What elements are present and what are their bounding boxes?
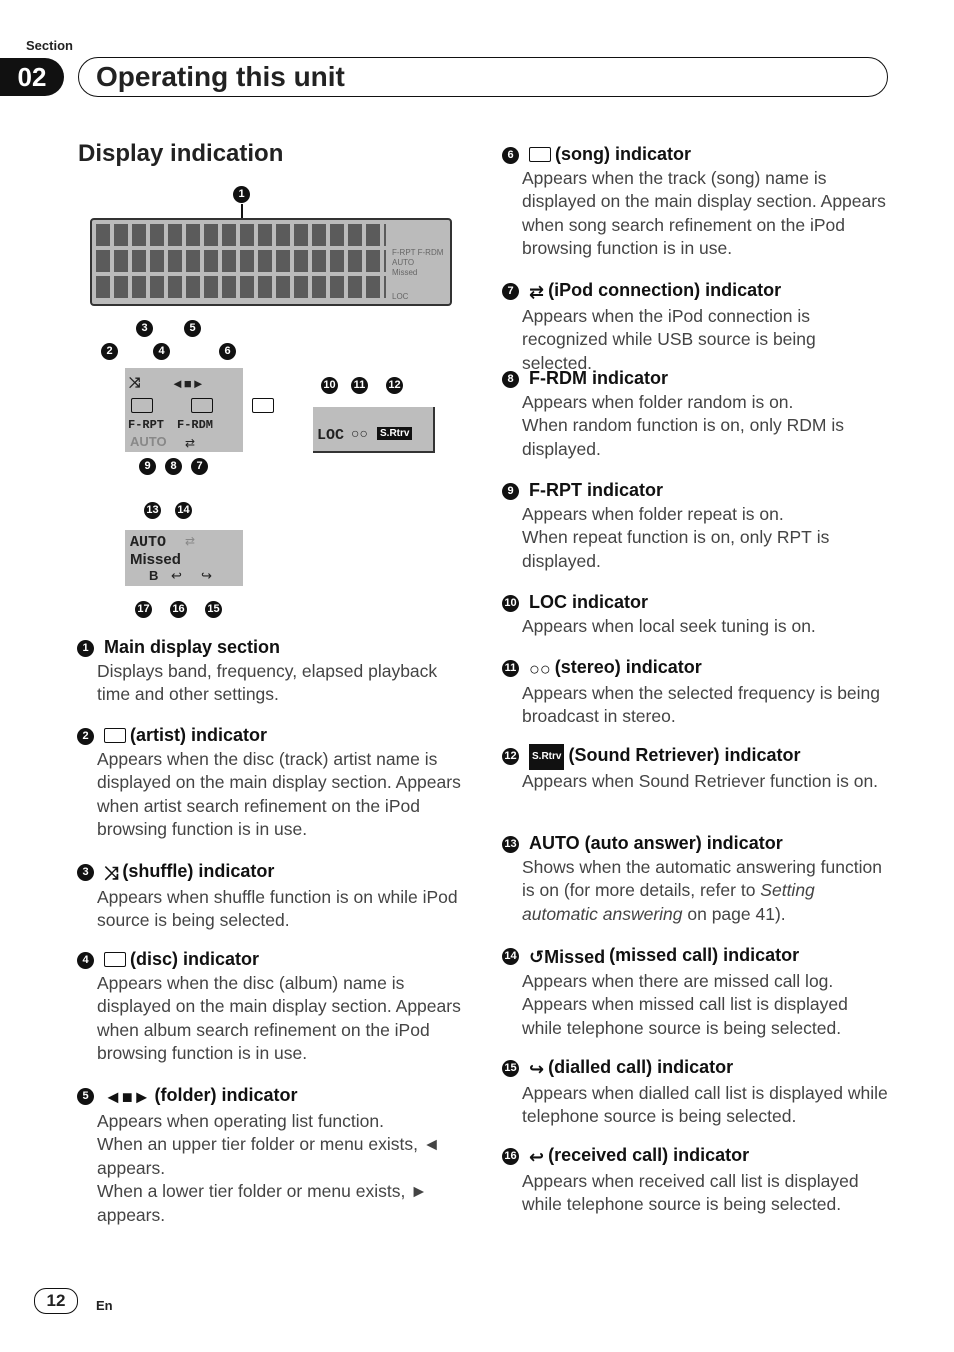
callout-6: 6 <box>219 343 236 361</box>
item-11: 11 ○○ (stereo) indicator Appears when the selected frequency is being broadcast in stereo. <box>522 656 888 729</box>
shuffle-icon: ⤨ <box>129 374 141 390</box>
dialled-call-icon: ↪ <box>201 568 212 583</box>
item-16: 16 ↩ (received call) indicator Appears when received call list is displayed while telephone source is being selected. <box>522 1144 888 1217</box>
item-2: 2 (artist) indicator Appears when the disc (track) artist name is displayed on the main display section. Appears when artist search refinement on the iPod browsing function is in use. <box>97 724 472 842</box>
received-call-icon: ↩ <box>529 1147 545 1167</box>
item-10: 10 LOC indicator Appears when local seek tuning is on. <box>522 591 888 638</box>
page-number: 12 <box>34 1288 78 1314</box>
lcd-side-frpt: F-RPT F-RDM <box>392 248 444 257</box>
section-number: 02 <box>0 58 64 96</box>
item-15: 15 ↪ (dialled call) indicator Appears when dialled call list is displayed while telephone source is being selected. <box>522 1056 888 1129</box>
stereo-icon: ○○ <box>351 425 368 441</box>
callout-8: 8 <box>165 458 182 476</box>
callout-5: 5 <box>184 320 201 338</box>
callout-2: 2 <box>101 343 118 361</box>
section-label: Section <box>26 38 73 53</box>
item-13: 13 AUTO (auto answer) indicator Shows when the automatic answering function is on (for more details, refer to Setting automatic answering on page 41). <box>522 832 888 926</box>
disc-icon <box>191 398 213 413</box>
song-icon <box>529 147 551 162</box>
callout-14: 14 <box>175 502 192 520</box>
item-6: 6 (song) indicator Appears when the track (song) name is displayed on the main display section. Appears when song search refinement on the iPod browsing function is in use. <box>522 143 888 261</box>
callout-9: 9 <box>139 458 156 476</box>
missed-call-icon: ↺Missed <box>529 947 606 967</box>
sound-retriever-icon: S.Rtrv <box>377 427 412 440</box>
page-title: Operating this unit <box>96 61 345 92</box>
loc-label: LOC <box>317 427 345 444</box>
frpt-label: F-RPT <box>128 418 165 432</box>
callout-11: 11 <box>351 377 368 395</box>
lcd-side-loc: LOC <box>392 292 409 301</box>
disc-icon <box>104 952 126 967</box>
folder-icon: ◄■► <box>104 1087 151 1107</box>
item-8: 8 F-RDM indicator Appears when folder random is on. When random function is on, only RDM is displayed. <box>522 367 888 461</box>
stereo-icon: ○○ <box>529 659 551 679</box>
folder-icon: ◄■► <box>171 376 205 391</box>
callout-4: 4 <box>153 343 170 361</box>
ipod-connection-icon: ⇄ <box>529 282 545 302</box>
lcd-side-indicators <box>392 224 444 301</box>
phonebook-label: B <box>149 568 159 583</box>
callout-13: 13 <box>144 502 161 520</box>
language-label: En <box>96 1298 113 1313</box>
lcd-side-auto: AUTO <box>392 258 415 267</box>
callout-16: 16 <box>170 601 187 619</box>
item-7: 7 ⇄ (iPod connection) indicator Appears when the iPod connection is recognized while USB source is being selected. <box>522 279 888 375</box>
item-12: 12 S.Rtrv (Sound Retriever) indicator Appears when Sound Retriever function is on. <box>522 744 888 793</box>
callout-1: 1 <box>233 186 250 204</box>
callout-3: 3 <box>136 320 153 338</box>
received-call-icon: ↩ <box>171 568 182 583</box>
lcd-segments <box>96 224 386 298</box>
missed-label: Missed <box>130 551 181 568</box>
item-4: 4 (disc) indicator Appears when the disc (album) name is displayed on the main display section. Appears when album search refinement on the iPod browsing function is in use. <box>97 948 472 1066</box>
item-9: 9 F-RPT indicator Appears when folder repeat is on. When repeat function is on, only RPT is displayed. <box>522 479 888 573</box>
callout-10: 10 <box>321 377 338 395</box>
shuffle-icon: ⤨ <box>104 863 119 883</box>
indicator-panel-3 <box>125 530 243 586</box>
callout-17: 17 <box>135 601 152 619</box>
main-display-illustration <box>90 218 452 306</box>
item-1: 1 Main display section Displays band, frequency, elapsed playback time and other settings. <box>97 636 472 707</box>
dialled-call-icon: ↪ <box>529 1059 545 1079</box>
artist-icon <box>131 398 153 413</box>
sound-retriever-icon: S.Rtrv <box>529 744 564 770</box>
indicator-panel-1 <box>125 368 243 452</box>
lcd-side-missed: Missed <box>392 268 418 277</box>
indicator-panel-2 <box>313 407 435 453</box>
section-heading: Display indication <box>78 140 284 167</box>
callout-15: 15 <box>205 601 222 619</box>
callout-12: 12 <box>386 377 403 395</box>
ipod-connection-icon-faded: ⇄ <box>185 534 196 548</box>
song-icon <box>252 398 274 413</box>
callout-7: 7 <box>191 458 208 476</box>
item-14: 14 ↺Missed (missed call) indicator Appears when there are missed call log. Appears when missed call list is displayed while telephone source is being selected. <box>522 944 888 1040</box>
auto-answer-label: AUTO <box>130 534 167 551</box>
artist-icon <box>104 728 126 743</box>
ipod-connection-icon: ⇄ <box>185 436 196 450</box>
frdm-label: F-RDM <box>177 418 214 432</box>
item-5: 5 ◄■► (folder) indicator Appears when operating list function. When an upper tier folder or menu exists, ◄ appears. When a lower tier folder or menu exists, ► appears. <box>97 1084 472 1228</box>
auto-label: AUTO <box>130 434 167 449</box>
item-3: 3 ⤨ (shuffle) indicator Appears when shuffle function is on while iPod source is being selected. <box>97 860 472 933</box>
